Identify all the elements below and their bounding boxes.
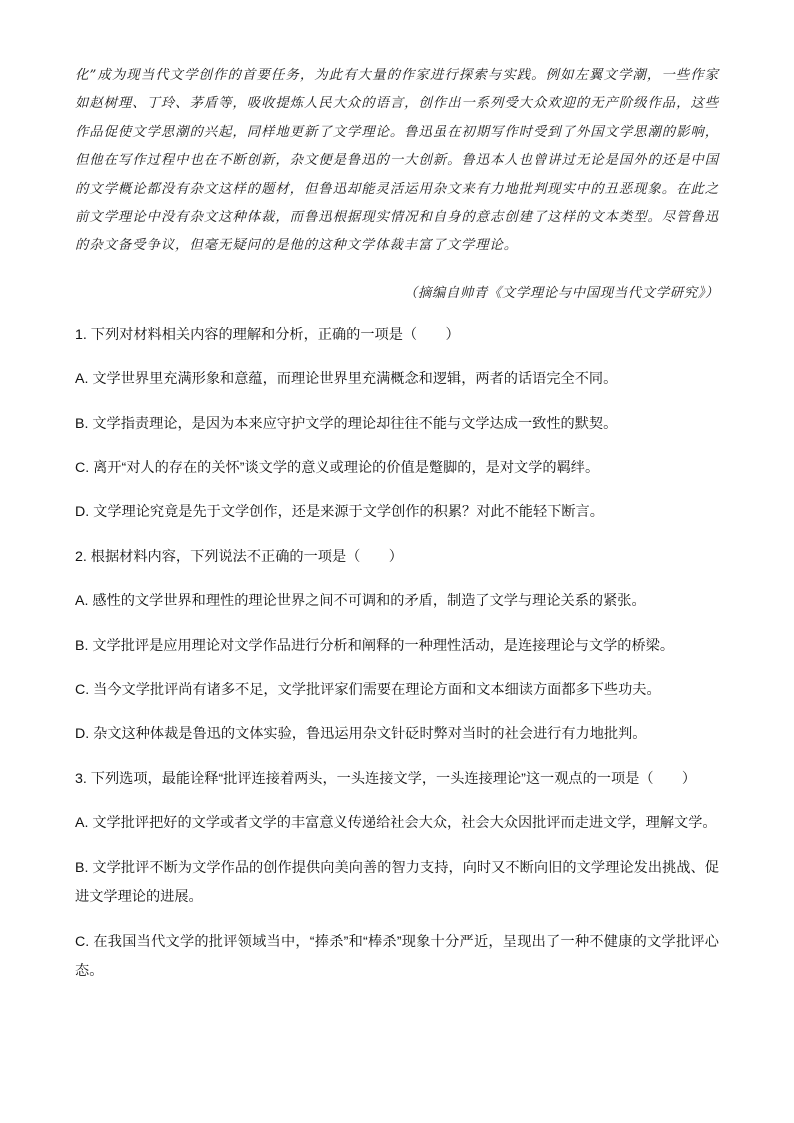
option-a: A. 感性的文学世界和理性的理论世界之间不可调和的矛盾，制造了文学与理论关系的紧张。 bbox=[75, 593, 646, 610]
option-b: B. 文学批评是应用理论对文学作品进行分析和阐释的一种理性活动，是连接理论与文学的桥梁。 bbox=[75, 637, 675, 654]
option-b: B. 文学指责理论，是因为本来应守护文学的理论却往往不能与文学达成一致性的默契。 bbox=[75, 415, 618, 432]
question-1 bbox=[75, 321, 719, 528]
option-c: C. 当今文学批评尚有诸多不足，文学批评家们需要在理论方面和文本细读方面都多下些功夫。 bbox=[75, 681, 661, 698]
question-list bbox=[75, 321, 719, 987]
question-stem: 2. 根据材料内容，下列说法不正确的一项是（ ） bbox=[75, 548, 403, 565]
question-2 bbox=[75, 543, 719, 750]
option-a: A. 文学世界里充满形象和意蕴，而理论世界里充满概念和逻辑，两者的话语完全不同。 bbox=[75, 371, 618, 388]
option-c: C. 在我国当代文学的批评领域当中，“捧杀”和“棒杀”现象十分严近，呈现出了一种不健康的文学批评心态。 bbox=[75, 933, 719, 980]
option-a: A. 文学批评把好的文学或者文学的丰富意义传递给社会大众，社会大众因批评而走进文学，理解文学。 bbox=[75, 815, 717, 832]
passage-paragraph: 化”成为现当代文学创作的首要任务，为此有大量的作家进行探索与实践。例如左翼文学潮，一些作家如赵树理、丁玲、茅盾等，吸收提炼人民大众的语言，创作出一系列受大众欢迎的无产阶级作品，这些作品促使文学思潮的兴起，同样地更新了文学理论。鲁迅虽在初期写作时受到了外国文学思潮的影响，但他在写作过程中也在不断创新，杂文便是鲁迅的一大创新。鲁迅本人也曾讲过无论是国外的还是中国的文学概论都没有杂文这样的题材，但鲁迅却能灵活运用杂文来有力地批判现实中的丑恶现象。在此之前文学理论中没有杂文这种体裁，而鲁迅根据现实情况和自身的意志创建了这样的文本类型。尽管鲁迅的杂文备受争议，但毫无疑问的是他的这种文学体裁丰富了文学理论。 bbox=[75, 68, 719, 254]
option-d: D. 文学理论究竟是先于文学创作，还是来源于文学创作的积累？对此不能轻下断言。 bbox=[75, 504, 604, 521]
question-3 bbox=[75, 765, 719, 987]
option-d: D. 杂文这种体裁是鲁迅的文体实验，鲁迅运用杂文针砭时弊对当时的社会进行有力地批判。 bbox=[75, 726, 647, 743]
option-b: B. 文学批评不断为文学作品的创作提供向美向善的智力支持，向时又不断向旧的文学理论发出挑战、促进文学理论的进展。 bbox=[75, 859, 719, 906]
option-c: C. 离开“对人的存在的关怀”谈文学的意义或理论的价值是蹩脚的，是对文学的羁绊。 bbox=[75, 460, 600, 477]
document-page bbox=[75, 62, 719, 1002]
passage-source: （摘编自帅青《文学理论与中国现当代文学研究》） bbox=[403, 285, 719, 301]
passage bbox=[75, 62, 719, 261]
question-stem: 1. 下列对材料相关内容的理解和分析，正确的一项是（ ） bbox=[75, 326, 460, 343]
question-stem: 3. 下列选项，最能诠释“批评连接着两头，一头连接文学，一头连接理论”这一观点的一项是（ ） bbox=[75, 770, 697, 787]
